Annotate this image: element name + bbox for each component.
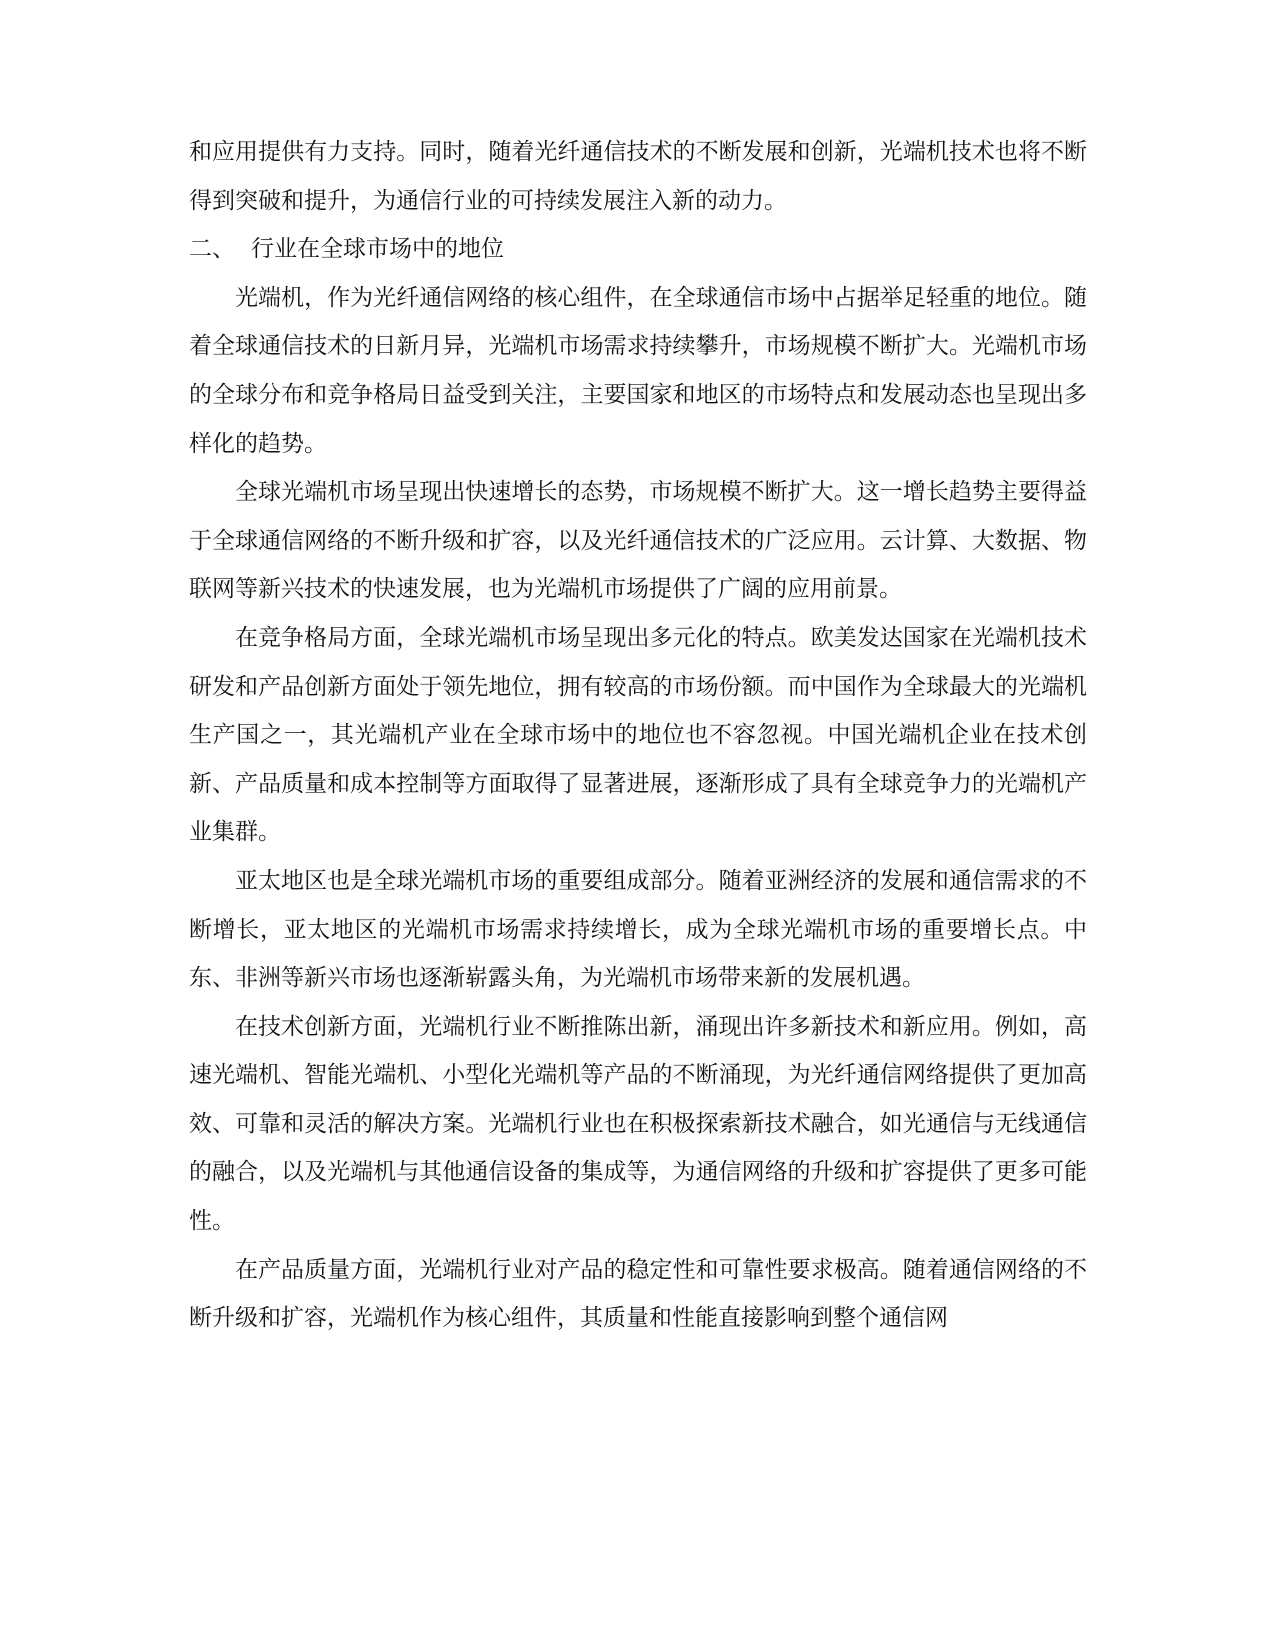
paragraph-asia-pacific: 亚太地区也是全球光端机市场的重要组成部分。随着亚洲经济的发展和通信需求的不断增长，亚太地区的光端机市场需求持续增长，成为全球光端机市场的重要增长点。中东、非洲等新兴市场也逐渐崭露头角，为光端机市场带来新的发展机遇。 [189,867,1087,992]
paragraph-market-growth: 全球光端机市场呈现出快速增长的态势，市场规模不断扩大。这一增长趋势主要得益于全球通信网络的不断升级和扩容，以及光纤通信技术的广泛应用。云计算、大数据、物联网等新兴技术的快速发展，也为光端机市场提供了广阔的应用前景。 [189,479,1087,603]
continuation-paragraph: 和应用提供有力支持。同时，随着光纤通信技术的不断发展和创新，光端机技术也将不断得到突破和提升，为通信行业的可持续发展注入新的动力。 [189,139,1087,214]
paragraph-quality: 在产品质量方面，光端机行业对产品的稳定性和可靠性要求极高。随着通信网络的不断升级和扩容，光端机作为核心组件，其质量和性能直接影响到整个通信网 [189,1256,1087,1332]
section-number: 二、 [189,236,235,263]
document-page [189,128,1087,1343]
paragraph-innovation: 在技术创新方面，光端机行业不断推陈出新，涌现出许多新技术和新应用。例如，高速光端机、智能光端机、小型化光端机等产品的不断涌现，为光纤通信网络提供了更加高效、可靠和灵活的解决方案。光端机行业也在积极探索新技术融合，如光通信与无线通信的融合，以及光端机与其他通信设备的集成等，为通信网络的升级和扩容提供了更多可能性。 [189,1013,1087,1235]
paragraph-market-position: 光端机，作为光纤通信网络的核心组件，在全球通信市场中占据举足轻重的地位。随着全球通信技术的日新月异，光端机市场需求持续攀升，市场规模不断扩大。光端机市场的全球分布和竞争格局日益受到关注，主要国家和地区的市场特点和发展动态也呈现出多样化的趋势。 [189,284,1087,457]
section-heading [189,225,1087,274]
section-title: 行业在全球市场中的地位 [251,236,504,263]
paragraph-competition: 在竞争格局方面，全球光端机市场呈现出多元化的特点。欧美发达国家在光端机技术研发和产品创新方面处于领先地位，拥有较高的市场份额。而中国作为全球最大的光端机生产国之一，其光端机产业在全球市场中的地位也不容忽视。中国光端机企业在技术创新、产品质量和成本控制等方面取得了显著进展，逐渐形成了具有全球竞争力的光端机产业集群。 [189,624,1087,846]
